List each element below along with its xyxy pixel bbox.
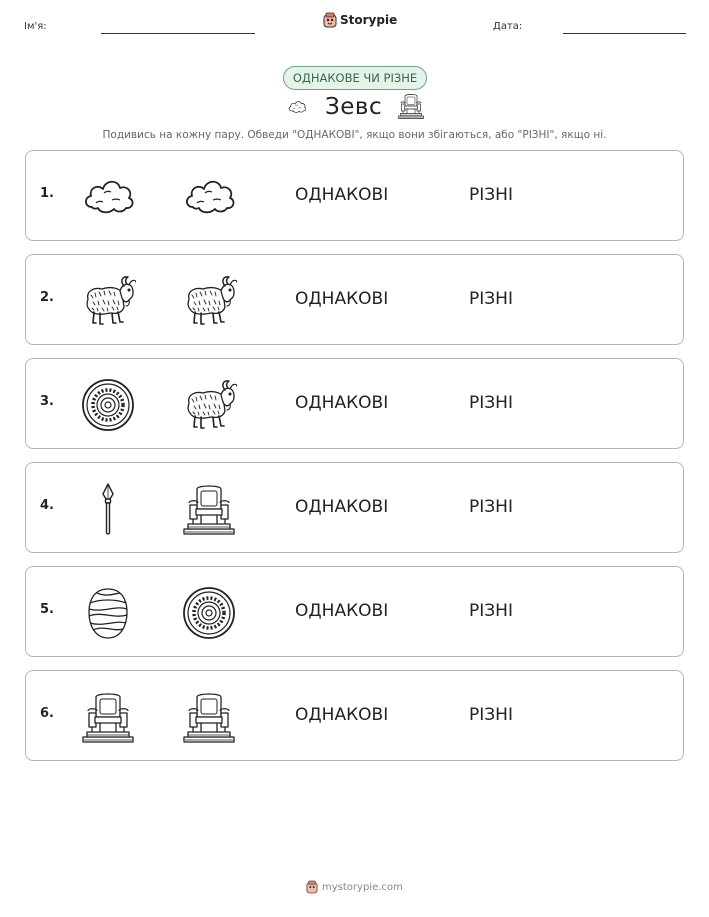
different-option[interactable]: РІЗНІ xyxy=(469,601,513,621)
throne-icon xyxy=(181,689,237,745)
title-row xyxy=(280,92,430,124)
brand-name: Storypie xyxy=(340,13,398,27)
throne-icon xyxy=(397,92,425,120)
same-option[interactable]: ОДНАКОВІ xyxy=(295,705,389,725)
row-number: 4. xyxy=(40,498,54,513)
date-label: Дата: xyxy=(493,21,523,32)
storypie-mascot-icon xyxy=(323,12,337,28)
same-option[interactable]: ОДНАКОВІ xyxy=(295,497,389,517)
row-number: 3. xyxy=(40,394,54,409)
pair-row-5 xyxy=(25,566,684,657)
cloud-icon xyxy=(284,97,310,117)
pair-row-2 xyxy=(25,254,684,345)
pair-row-1 xyxy=(25,150,684,241)
spear-icon xyxy=(80,481,136,537)
name-label: Ім'я: xyxy=(24,21,47,32)
row-number: 2. xyxy=(40,290,54,305)
cloud-icon xyxy=(181,169,237,225)
same-option[interactable]: ОДНАКОВІ xyxy=(295,185,389,205)
row-number: 5. xyxy=(40,602,54,617)
footer xyxy=(306,880,403,894)
throne-icon xyxy=(181,481,237,537)
same-option[interactable]: ОДНАКОВІ xyxy=(295,601,389,621)
brand-logo xyxy=(323,12,397,28)
date-field[interactable] xyxy=(563,33,686,34)
storypie-mascot-icon xyxy=(306,880,318,894)
pair-row-3 xyxy=(25,358,684,449)
different-option[interactable]: РІЗНІ xyxy=(469,185,513,205)
cloud-icon xyxy=(80,169,136,225)
row-number: 1. xyxy=(40,186,54,201)
row-number: 6. xyxy=(40,706,54,721)
goat-icon xyxy=(181,273,237,329)
same-option[interactable]: ОДНАКОВІ xyxy=(295,289,389,309)
goat-icon xyxy=(80,273,136,329)
different-option[interactable]: РІЗНІ xyxy=(469,289,513,309)
pair-row-6 xyxy=(25,670,684,761)
worksheet-type-badge: ОДНАКОВЕ ЧИ РІЗНЕ xyxy=(283,66,427,90)
page-title: Зевс xyxy=(325,94,383,120)
different-option[interactable]: РІЗНІ xyxy=(469,497,513,517)
same-option[interactable]: ОДНАКОВІ xyxy=(295,393,389,413)
shield-icon xyxy=(181,585,237,641)
goat-icon xyxy=(181,377,237,433)
name-field[interactable] xyxy=(101,33,255,34)
throne-icon xyxy=(80,689,136,745)
shield-icon xyxy=(80,377,136,433)
instructions: Подивись на кожну пару. Обведи "ОДНАКОВІ", якщо вони збігаються, або "РІЗНІ", якщо ні. xyxy=(102,129,607,141)
different-option[interactable]: РІЗНІ xyxy=(469,705,513,725)
footer-site[interactable]: mystorypie.com xyxy=(322,881,403,893)
different-option[interactable]: РІЗНІ xyxy=(469,393,513,413)
swaddled-stone-icon xyxy=(80,585,136,641)
pair-row-4 xyxy=(25,462,684,553)
